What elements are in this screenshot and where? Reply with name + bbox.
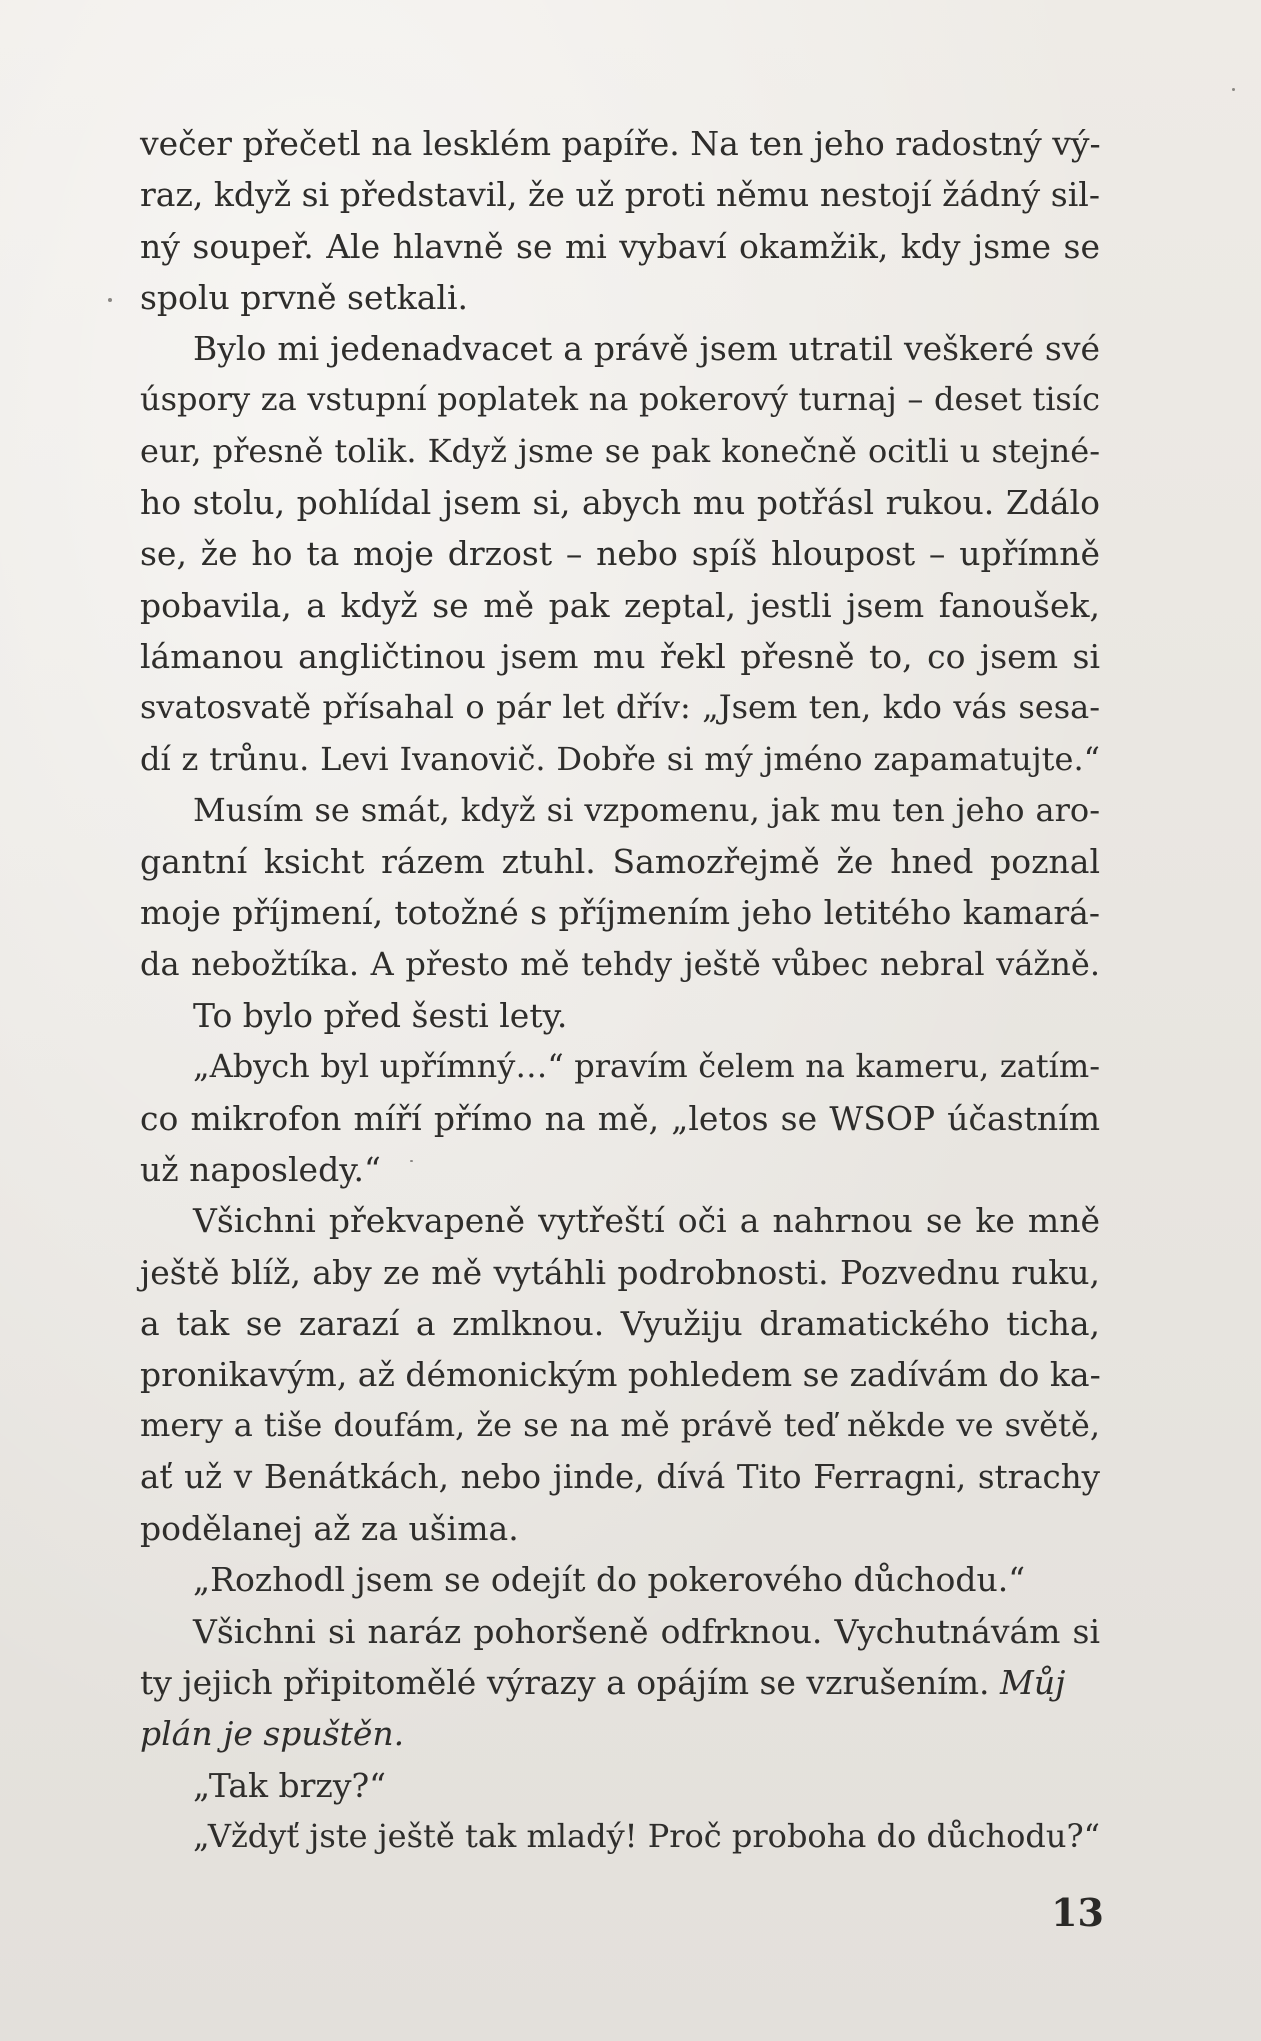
- text-line: gantní ksicht rázem ztuhl. Samozřejmě že hned poznal: [140, 842, 1100, 882]
- paper-speck: [108, 298, 112, 302]
- text-line: spolu prvně setkali.: [140, 277, 469, 317]
- text-line: ho stolu, pohlídal jsem si, abych mu potřásl rukou. Zdálo: [140, 483, 1100, 523]
- text-line: dí z trůnu. Levi Ivanovič. Dobře si mý jméno zapamatujte.“: [140, 739, 1100, 778]
- text-line-italic: Můj: [1000, 1662, 1066, 1702]
- text-line: eur, přesně tolik. Když jsme se pak konečně ocitli u stejné-: [140, 431, 1100, 470]
- text-line: se, že ho ta moje drzost – nebo spíš hloupost – upřímně: [140, 534, 1100, 574]
- text-line: moje příjmení, totožné s příjmením jeho letitého kamará-: [140, 893, 1100, 933]
- text-line: To bylo před šesti lety.: [193, 996, 568, 1036]
- text-line: co mikrofon míří přímo na mě, „letos se WSOP účastním: [140, 1098, 1100, 1138]
- text-line: úspory za vstupní poplatek na pokerový turnaj – deset tisíc: [140, 380, 1100, 419]
- text-line: ný soupeř. Ale hlavně se mi vybaví okamžik, kdy jsme se: [140, 226, 1100, 266]
- text-line: Musím se smát, když si vzpomenu, jak mu ten jeho aro-: [193, 790, 1100, 829]
- text-line: „Vždyť jste ještě tak mladý! Proč proboha do důchodu?“: [193, 1816, 1100, 1855]
- text-line: ještě blíž, aby ze mě vytáhli podrobnosti. Pozvednu ruku,: [140, 1252, 1100, 1292]
- text-line: Bylo mi jedenadvacet a právě jsem utratil veškeré své: [193, 329, 1100, 369]
- paper-speck: [1232, 88, 1235, 91]
- text-line-italic: plán je spuštěn.: [140, 1714, 405, 1754]
- text-line: večer přečetl na lesklém papíře. Na ten jeho radostný vý-: [140, 124, 1101, 163]
- paper-speck: [410, 1160, 413, 1162]
- text-line: mery a tiše doufám, že se na mě právě teď někde ve světě,: [140, 1406, 1100, 1445]
- text-line: podělanej až za ušima.: [140, 1509, 519, 1549]
- text-line: „Abych byl upřímný…“ pravím čelem na kameru, zatím-: [193, 1047, 1100, 1086]
- text-line: pronikavým, až démonickým pohledem se zadívám do ka-: [140, 1355, 1101, 1395]
- text-line: a tak se zarazí a zmlknou. Využiju dramatického ticha,: [140, 1303, 1100, 1343]
- text-line: už naposledy.“: [140, 1149, 381, 1189]
- body-text: [140, 118, 1100, 1862]
- text-line: raz, když si představil, že už proti němu nestojí žádný sil-: [140, 175, 1100, 215]
- text-line: [140, 1657, 1100, 1708]
- text-line: „Tak brzy?“: [193, 1765, 387, 1805]
- text-line: da nebožtíka. A přesto mě tehdy ještě vůbec nebral vážně.: [140, 944, 1100, 983]
- text-line: „Rozhodl jsem se odejít do pokerového důchodu.“: [193, 1560, 1026, 1600]
- text-line: svatosvatě přísahal o pár let dřív: „Jsem ten, kdo vás sesa-: [140, 688, 1100, 727]
- text-line: Všichni překvapeně vytřeští oči a nahrnou se ke mně: [193, 1201, 1100, 1241]
- text-line: pobavila, a když se mě pak zeptal, jestli jsem fanoušek,: [140, 585, 1100, 625]
- page-number: 13: [1051, 1890, 1104, 1935]
- text-line: lámanou angličtinou jsem mu řekl přesně to, co jsem si: [140, 636, 1100, 676]
- text-line-plain: ty jejich připitomělé výrazy a opájím se vzrušením.: [140, 1662, 990, 1702]
- text-line: Všichni si naráz pohoršeně odfrknou. Vychutnávám si: [193, 1611, 1100, 1651]
- text-line: ať už v Benátkách, nebo jinde, dívá Tito Ferragni, strachy: [140, 1457, 1100, 1496]
